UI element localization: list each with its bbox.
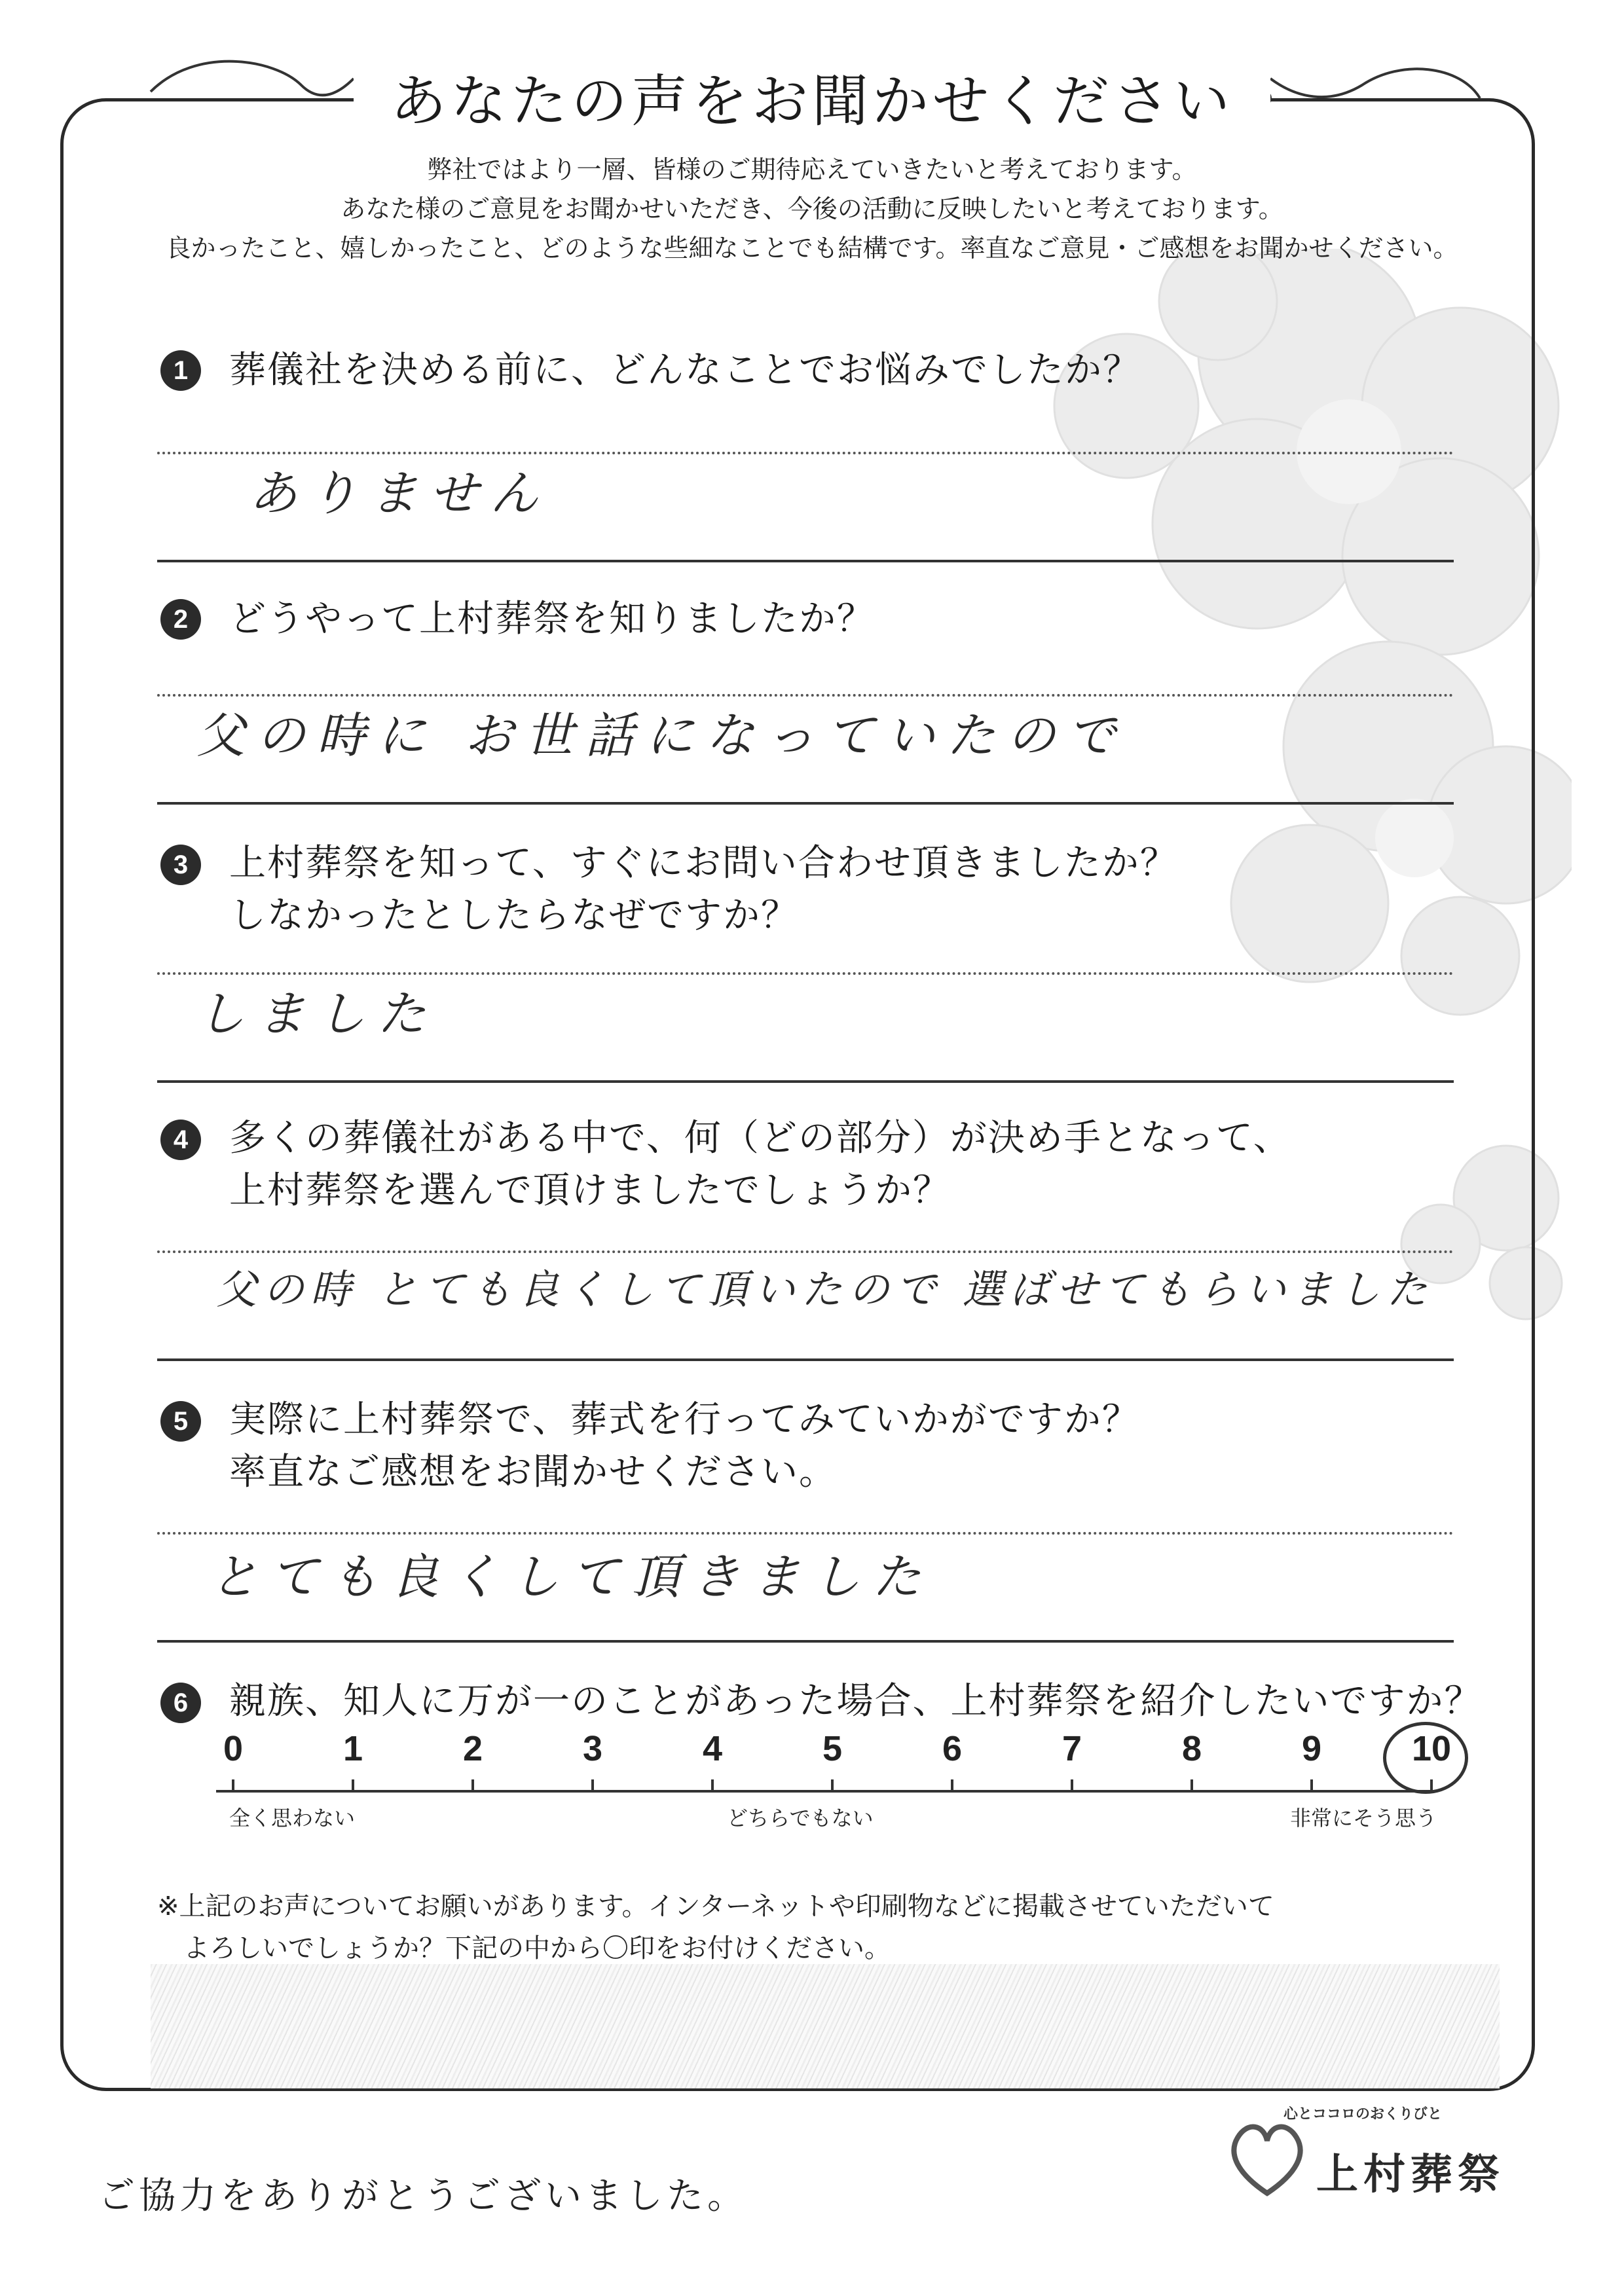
- scale-label-low: 全く思わない: [229, 1806, 356, 1831]
- scale-tick: [1310, 1779, 1313, 1791]
- answer-4: 父の時 とても良くして頂いたので 選ばせてもらいました: [216, 1266, 1434, 1313]
- question-number-6: 6: [160, 1683, 201, 1723]
- question-5-text-line-2: 率直なご感想をお聞かせください。: [229, 1451, 837, 1493]
- rating-scale: [216, 1728, 1460, 1853]
- scale-tick: [711, 1779, 714, 1791]
- question-number-4: 4: [160, 1120, 201, 1160]
- scale-tick: [232, 1779, 234, 1791]
- scanned-noise-area: [151, 1964, 1500, 2088]
- scale-number-8: 8: [1181, 1729, 1202, 1768]
- answer-5: とても良くして頂きました: [210, 1549, 932, 1605]
- selected-rating-circle: [1383, 1722, 1468, 1794]
- question-number-2: 2: [160, 599, 201, 640]
- section-divider: [157, 802, 1454, 805]
- scale-label-mid: どちらでもない: [727, 1806, 874, 1831]
- question-3-text-line-1: 上村葬祭を知って、すぐにお問い合わせ頂きましたか？: [229, 842, 1178, 884]
- answer-1: ありません: [249, 465, 550, 522]
- section-divider: [157, 560, 1454, 562]
- scale-number-1: 1: [342, 1729, 363, 1768]
- question-number-5: 5: [160, 1401, 201, 1442]
- answer-3: しました: [196, 986, 437, 1042]
- answer-line: [157, 972, 1454, 975]
- logo-name: 上村葬祭: [1316, 2151, 1505, 2199]
- page-title: あなたの声をお聞かせください: [354, 65, 1270, 137]
- logo-tagline: 心とココロのおくりびと: [1283, 2106, 1443, 2123]
- scale-tick: [471, 1779, 474, 1791]
- intro-line-2: あなた様のご意見をお聞かせいただき、今後の活動に反映したいと考えております。: [341, 194, 1283, 223]
- question-3-text-line-2: しなかったとしたらなぜですか？: [229, 894, 799, 937]
- question-4-text-line-2: 上村葬祭を選んで頂けましたでしょうか？: [229, 1169, 951, 1212]
- question-1-text: 葬儀社を決める前に、どんなことでお悩みでしたか？: [229, 349, 1141, 392]
- scale-tick: [591, 1779, 594, 1791]
- question-6-text: 親族、知人に万が一のことがあった場合、上村葬祭を紹介したいですか？: [229, 1680, 1483, 1722]
- scale-number-7: 7: [1061, 1729, 1082, 1768]
- answer-line: [157, 694, 1454, 697]
- scale-tick: [831, 1779, 834, 1791]
- scale-number-5: 5: [822, 1729, 843, 1768]
- scale-tick: [951, 1779, 953, 1791]
- answer-line: [157, 1532, 1454, 1535]
- question-4-text-line-1: 多くの葬儀社がある中で、何（どの部分）が決め手となって、: [229, 1117, 1291, 1159]
- footer-thanks: ご協力をありがとうございました。: [98, 2175, 748, 2217]
- scale-tick: [1071, 1779, 1073, 1791]
- question-number-3: 3: [160, 845, 201, 885]
- scale-number-3: 3: [582, 1729, 603, 1768]
- scale-number-9: 9: [1301, 1729, 1322, 1768]
- scale-tick: [352, 1779, 354, 1791]
- question-number-1: 1: [160, 350, 201, 391]
- intro-line-1: 弊社ではより一層、皆様のご期待応えていきたいと考えております。: [427, 155, 1197, 184]
- scale-tick: [1190, 1779, 1193, 1791]
- heart-logo-icon: [1225, 2115, 1310, 2200]
- answer-line: [157, 1250, 1454, 1253]
- section-divider: [157, 1640, 1454, 1643]
- question-5-text-line-1: 実際に上村葬祭で、葬式を行ってみていかがですか？: [229, 1398, 1140, 1441]
- scale-number-6: 6: [942, 1729, 963, 1768]
- question-2-text: どうやって上村葬祭を知りましたか？: [229, 598, 875, 640]
- section-divider: [157, 1358, 1454, 1361]
- answer-line: [157, 452, 1454, 454]
- title-area: [131, 46, 1493, 144]
- publication-note: [157, 1886, 1274, 1969]
- note-line-1: ※上記のお声についてお願いがあります。インターネットや印刷物などに掲載させていただいて: [157, 1891, 1274, 1922]
- scale-number-0: 0: [223, 1729, 244, 1768]
- scale-line: [216, 1790, 1437, 1793]
- intro-line-3: 良かったこと、嬉しかったこと、どのような些細なことでも結構です。率直なご意見・ご感想をお聞かせください。: [166, 234, 1458, 263]
- note-line-2: よろしいでしょうか？下記の中から〇印をお付けください。: [183, 1933, 891, 1963]
- answer-2: 父の時に お世話になっていたので: [196, 708, 1128, 764]
- scale-number-4: 4: [702, 1729, 723, 1768]
- scale-number-10: 10: [1411, 1729, 1452, 1768]
- section-divider: [157, 1080, 1454, 1083]
- scale-number-2: 2: [462, 1729, 483, 1768]
- scale-label-high: 非常にそう思う: [1290, 1806, 1437, 1831]
